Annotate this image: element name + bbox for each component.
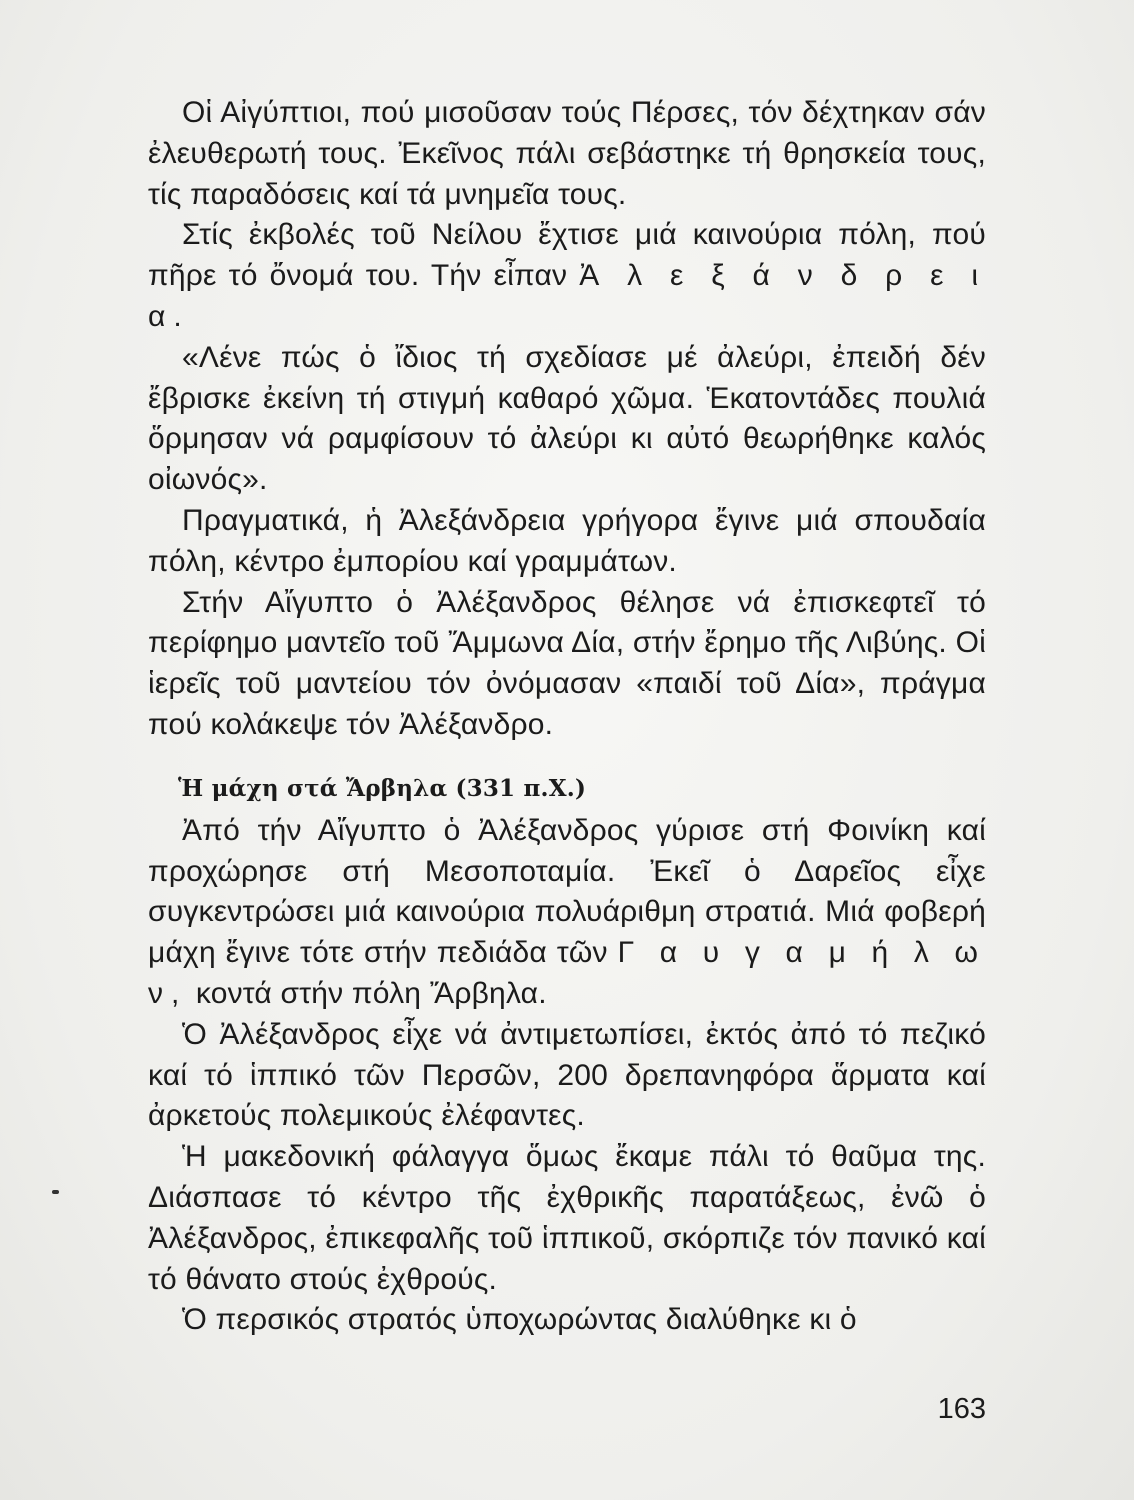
paragraph-gaugamela bbox=[148, 811, 986, 1015]
paragraph-egyptians: Οἱ Αἰγύπτιοι, πού μισοῦσαν τούς Πέρσες, τόν δέχτηκαν σάν ἐλευθερωτή τους. Ἐκεῖνος πάλι σεβάστηκε τή θρησκεία τους, τίς παραδόσεις καί τά μνημεῖα τους. bbox=[148, 96, 986, 211]
page-number: 163 bbox=[937, 1393, 986, 1425]
margin-mark bbox=[52, 1190, 59, 1194]
gaugamela-text-end: κοντά στήν πόλη Ἄρβηλα. bbox=[195, 976, 547, 1010]
paragraph-persian-retreat: Ὁ περσικός στρατός ὑποχωρώντας διαλύθηκε κι ὁ bbox=[182, 1303, 857, 1337]
paragraph-alexandria-text: Στίς ἐκβολές τοῦ Νείλου ἔχτισε μιά καινούρια πόλη, πού πῆρε τό ὄνομά του. Τήν εἶπαν bbox=[148, 218, 986, 293]
section-heading: Ἡ μάχη στά Ἄρβηλα (331 π.Χ.) bbox=[178, 774, 587, 802]
paragraph-oracle-ammon: Στήν Αἴγυπτο ὁ Ἀλέξανδρος θέλησε νά ἐπισκεφτεῖ τό περίφημο μαντεῖο τοῦ Ἄμμωνα Δία, στήν ἔρημο τῆς Λιβύης. Οἱ ἱερεῖς τοῦ μαντείου τόν ὀνόμασαν «παιδί τοῦ Δία», πράγμα πού κολάκεψε τόν Ἀλέξανδρο. bbox=[148, 585, 986, 741]
gaugamela-spaced-word: Γ α υ γ α μ ή λ ω ν, bbox=[148, 936, 986, 1010]
paragraph-persian-forces: Ὁ Ἀλέξανδρος εἶχε νά ἀντιμετωπίσει, ἐκτός ἀπό τό πεζικό καί τό ἱππικό τῶν Περσῶν, 200 δρεπανηφόρα ἅρματα καί ἀρκετούς πολεμικούς ἐλέφαντες. bbox=[148, 1017, 986, 1133]
alexandria-spaced-word: Ἀ λ ε ξ ά ν δ ρ ε ι α. bbox=[148, 259, 986, 333]
paragraph-phalanx: Ἡ μακεδονική φάλαγγα ὅμως ἔκαμε πάλι τό θαῦμα της. Διάσπασε τό κέντρο τῆς ἐχθρικῆς παρατάξεως, ἐνῶ ὁ Ἀλέξανδρος, ἐπικεφαλῆς τοῦ ἱππικοῦ, σκόρπιζε τόν πανικό καί τό θάνατο στούς ἐχθρούς. bbox=[148, 1140, 986, 1296]
paragraph-flour-legend: «Λένε πώς ὁ ἴδιος τή σχεδίασε μέ ἀλεύρι, ἐπειδή δέν ἔβρισκε ἐκείνη τή στιγμή καθαρό χῶμα. Ἑκατοντάδες πουλιά ὅρμησαν νά ραμφίσουν τό ἀλεύρι κι αὐτό θεωρήθηκε καλός οἰωνός». bbox=[148, 340, 986, 497]
gaugamela-text-start: Ἀπό τήν Αἴγυπτο ὁ Ἀλέξανδρος γύρισε στή Φοινίκη καί προχώρησε στή Μεσοποταμία. Ἐκεῖ ὁ Δαρεῖος εἶχε συγκεντρώσει μιά καινούρια πολυάριθμη στρατιά. Μιά φοβερή μάχη ἔγινε τότε στήν πεδιάδα τῶν bbox=[148, 813, 986, 970]
paragraph-alexandria-importance: Πραγματικά, ἡ Ἀλεξάνδρεια γρήγορα ἔγινε μιά σπουδαία πόλη, κέντρο ἐμπορίου καί γραμμάτων. bbox=[148, 503, 986, 578]
body-text bbox=[148, 93, 986, 1341]
paragraph-alexandria-founding bbox=[148, 215, 986, 337]
